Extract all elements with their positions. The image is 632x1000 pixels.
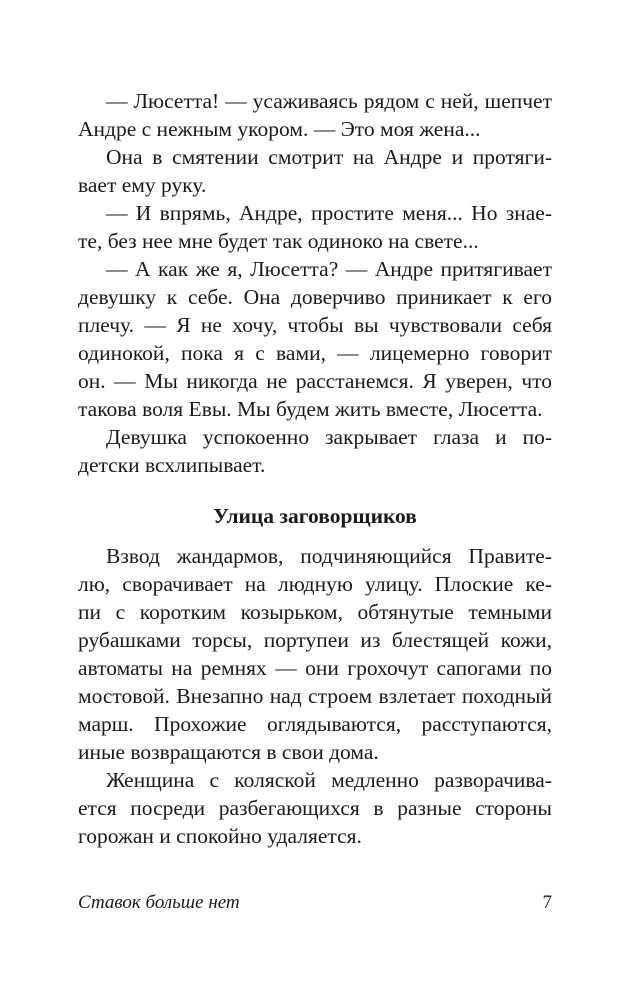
text-line: — А как же я, Люсетта? — Андре притягивает bbox=[106, 257, 552, 281]
text-line: те, без нее мне будет так одиноко на свете... bbox=[78, 229, 479, 253]
text-line: ется посреди разбегающихся в разные стороны bbox=[78, 796, 552, 820]
text-line: Девушка успокоенно закрывает глаза и по- bbox=[106, 425, 552, 449]
text-line: девушку к себе. Она доверчиво приникает к его bbox=[78, 285, 552, 309]
text-block-bottom bbox=[78, 542, 552, 850]
page-number: 7 bbox=[542, 892, 552, 913]
text-line: такова воля Евы. Мы будем жить вместе, Люсетта. bbox=[78, 397, 543, 421]
text-line: горожан и спокойно удаляется. bbox=[78, 824, 362, 848]
text-line: лю, сворачивает на людную улицу. Плоские ке- bbox=[78, 572, 552, 596]
text-line: вает ему руку. bbox=[78, 173, 207, 197]
text-line: Взвод жандармов, подчиняющийся Правите- bbox=[106, 544, 552, 568]
text-line: рубашками торсы, портупеи из блестящей кожи, bbox=[78, 628, 552, 652]
text-line: Андре с нежным укором. — Это моя жена... bbox=[78, 117, 481, 141]
text-line: мостовой. Внезапно над строем взлетает походный bbox=[78, 684, 552, 708]
text-line: плечу. — Я не хочу, чтобы вы чувствовали себя bbox=[78, 313, 552, 337]
text-line: пи с коротким козырьком, обтянутые темными bbox=[78, 600, 552, 624]
chapter-heading: Улица заговорщиков bbox=[213, 504, 417, 528]
text-line: иные возвращаются в свои дома. bbox=[78, 740, 379, 764]
page-footer bbox=[78, 889, 552, 917]
text-line: детски всхлипывает. bbox=[78, 453, 266, 477]
text-line: — И впрямь, Андре, простите меня... Но знае- bbox=[106, 201, 552, 225]
text-line: Женщина с коляской медленно разворачива- bbox=[106, 768, 552, 792]
text-line: Она в смятении смотрит на Андре и протяги- bbox=[106, 145, 552, 169]
text-block-top bbox=[78, 87, 552, 479]
text-line: одинокой, пока я с вами, — лицемерно говорит bbox=[78, 341, 552, 365]
running-title: Ставок больше нет bbox=[78, 892, 240, 913]
text-line: автоматы на ремнях — они грохочут сапогами по bbox=[78, 656, 552, 680]
text-line: марш. Прохожие оглядываются, расступаются, bbox=[78, 712, 552, 736]
text-line: он. — Мы никогда не расстанемся. Я уверен, что bbox=[78, 369, 552, 393]
text-line: — Люсетта! — усаживаясь рядом с ней, шепчет bbox=[106, 89, 552, 113]
